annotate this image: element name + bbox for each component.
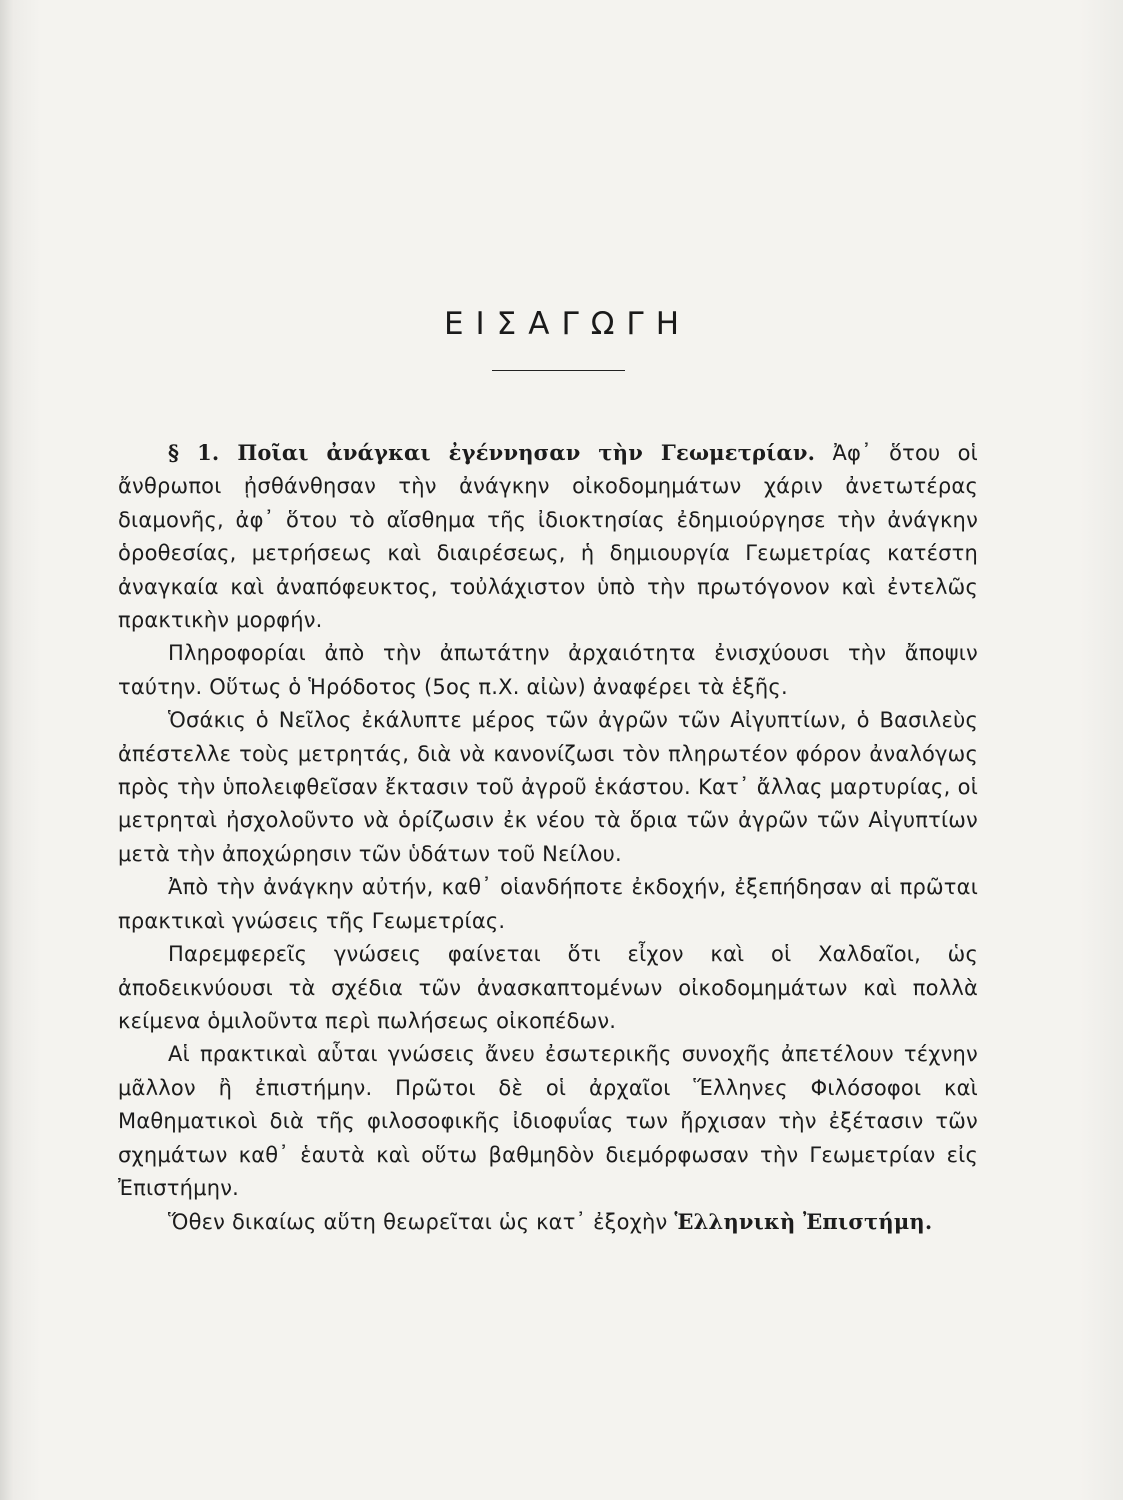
paragraph bbox=[118, 436, 978, 637]
closing-text: Ὅθεν δικαίως αὕτη θεωρεῖται ὡς κατ᾽ ἐξοχὴν bbox=[168, 1210, 668, 1235]
paragraph: Ὁσάκις ὁ Νεῖλος ἐκάλυπτε μέρος τῶν ἀγρῶν τῶν Αἰγυπτίων, ὁ Βασιλεὺς ἀπέστελλε τοὺς μετρητάς, διὰ νὰ κανονίζωσι τὸν πληρωτέον φόρον ἀναλόγως πρὸς τὴν ὑπολειφθεῖσαν ἔκτασιν τοῦ ἀγροῦ ἑκάστου. Κατ᾽ ἄλλας μαρτυρίας, οἱ μετρηταὶ ἠσχολοῦντο νὰ ὁρίζωσιν ἐκ νέου τὰ ὅρια τῶν ἀγρῶν τῶν Αἰγυπτίων μετὰ τὴν ἀποχώρησιν τῶν ὑδάτων τοῦ Νείλου. bbox=[118, 708, 978, 866]
paragraph: Αἱ πρακτικαὶ αὗται γνώσεις ἄνευ ἐσωτερικῆς συνοχῆς ἀπετέλουν τέχνην μᾶλλον ἢ ἐπιστήμην. Πρῶτοι δὲ οἱ ἀρχαῖοι Ἕλληνες Φιλόσοφοι καὶ Μαθηματικοὶ διὰ τῆς φιλοσοφικῆς ἰδιοφυΐας των ἤρχισαν τὴν ἐξέτασιν τῶν σχημάτων καθ᾽ ἑαυτὰ καὶ οὕτω βαθμηδὸν διεμόρφωσαν τὴν Γεωμετρίαν εἰς Ἐπιστήμην. bbox=[118, 1042, 978, 1200]
page-edge-shadow bbox=[0, 0, 14, 1500]
section-heading: § 1. Ποῖαι ἀνάγκαι ἐγέννησαν τὴν Γεωμετρίαν. bbox=[168, 440, 816, 465]
body-text bbox=[118, 436, 978, 1240]
title-underline-rule bbox=[492, 370, 625, 371]
page-title: ΕΙΣΑΓΩΓΗ bbox=[443, 306, 692, 342]
paragraph: Πληροφορίαι ἀπὸ τὴν ἀπωτάτην ἀρχαιότητα ἐνισχύουσι τὴν ἄποψιν ταύτην. Οὕτως ὁ Ἡρόδοτος (5ος π.Χ. αἰὼν) ἀναφέρει τὰ ἑξῆς. bbox=[118, 641, 978, 699]
closing-emphasis: Ἑλληνικὴ Ἐπιστήμη. bbox=[674, 1209, 933, 1235]
paragraph: Ἀπὸ τὴν ἀνάγκην αὐτήν, καθ᾽ οἱανδήποτε ἐκδοχήν, ἐξεπήδησαν αἱ πρῶται πρακτικαὶ γνώσεις τῆς Γεωμετρίας. bbox=[118, 875, 978, 933]
paragraph: Παρεμφερεῖς γνώσεις φαίνεται ὅτι εἶχον καὶ οἱ Χαλδαῖοι, ὡς ἀποδεικνύουσι τὰ σχέδια τῶν ἀνασκαπτομένων οἰκοδομημάτων καὶ πολλὰ κείμενα ὁμιλοῦντα περὶ πωλήσεως οἰκοπέδων. bbox=[118, 942, 978, 1033]
paragraph bbox=[118, 1205, 978, 1239]
paragraph-text: Ἀφ᾽ ὅτου οἱ ἄνθρωποι ᾐσθάνθησαν τὴν ἀνάγκην οἰκοδομημάτων χάριν ἀνετωτέρας διαμονῆς, ἀφ᾽ ὅτου τὸ αἴσθημα τῆς ἰδιοκτησίας ἐδημιούργησε τὴν ἀνάγκην ὁροθεσίας, μετρήσεως καὶ διαιρέσεως, ἡ δημιουργία Γεωμετρίας κατέστη ἀναγκαία καὶ ἀναπόφευκτος, τοὐλάχιστον ὑπὸ τὴν πρωτόγονον καὶ ἐντελῶς πρακτικὴν μορφήν. bbox=[118, 441, 978, 633]
